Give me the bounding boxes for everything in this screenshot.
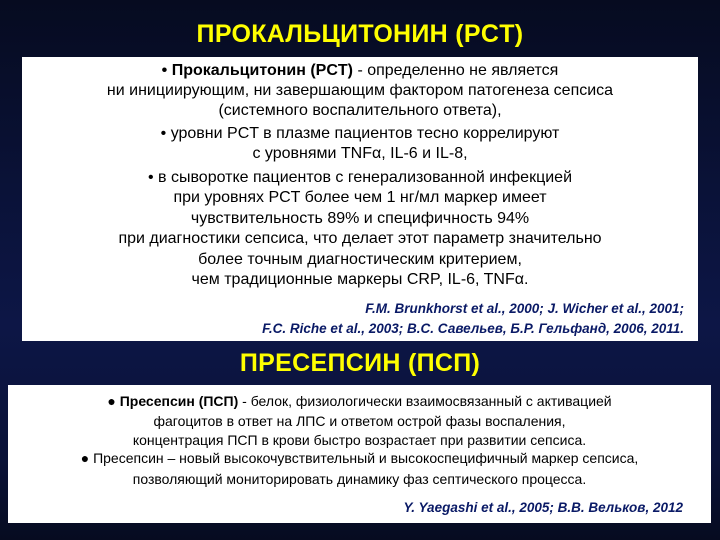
citation-line: Y. Yaegashi et al., 2005; В.В. Вельков, 2012 [403, 500, 683, 515]
citation-line: F.C. Riche et al., 2003; В.С. Савельев, Б.Р. Гельфанд, 2006, 2011. [262, 321, 684, 336]
text-line: ни инициирующим, ни завершающим фактором патогенеза сепсиса [106, 82, 614, 99]
text-line: с уровнями TNFα, IL-6 и IL-8, [252, 145, 468, 162]
term-pct: • Прокальцитонин (PCT) [161, 62, 353, 79]
text-line: чувствительность 89% и специфичность 94% [190, 210, 530, 227]
text-line: фагоцитов в ответ на ЛПС и ответом острой фазы воспаления, [153, 413, 566, 429]
text-line: ● Пресепсин – новый высокочувствительный и высокоспецифичный маркер сепсиса, [80, 450, 639, 466]
section-title-pct: ПРОКАЛЬЦИТОНИН (PCT) [196, 20, 524, 48]
citation-line: F.M. Brunkhorst et al., 2000; J. Wicher et al., 2001; [365, 301, 684, 316]
text-line: • Прокальцитонин (PCT) - определенно не является [161, 62, 559, 79]
text-line: при уровнях PCT более чем 1 нг/мл маркер имеет [173, 189, 547, 206]
text-line: при диагностики сепсиса, что делает этот параметр значительно [118, 230, 602, 247]
text-line: позволяющий мониторировать динамику фаз септического процесса. [132, 471, 587, 487]
text-line: чем традиционные маркеры CRP, IL-6, TNFα. [191, 271, 529, 288]
text-line: • уровни PCT в плазме пациентов тесно коррелируют [160, 125, 560, 142]
pct-text-panel [22, 57, 698, 341]
text-line: концентрация ПСП в крови быстро возрастает при развитии сепсиса. [132, 432, 587, 448]
term-presepsin: ● Пресепсин (ПСП) [107, 393, 239, 409]
section-title-psp: ПРЕСЕПСИН (ПСП) [239, 349, 481, 377]
text-line: более точным диагностическим критерием, [198, 251, 522, 268]
psp-text-panel [8, 385, 711, 523]
text-line: (системного воспалительного ответа), [218, 102, 502, 119]
text-line: ● Пресепсин (ПСП) - белок, физиологически взаимосвязанный с активацией [107, 393, 612, 409]
text-line: • в сыворотке пациентов с генерализованной инфекцией [147, 169, 573, 186]
